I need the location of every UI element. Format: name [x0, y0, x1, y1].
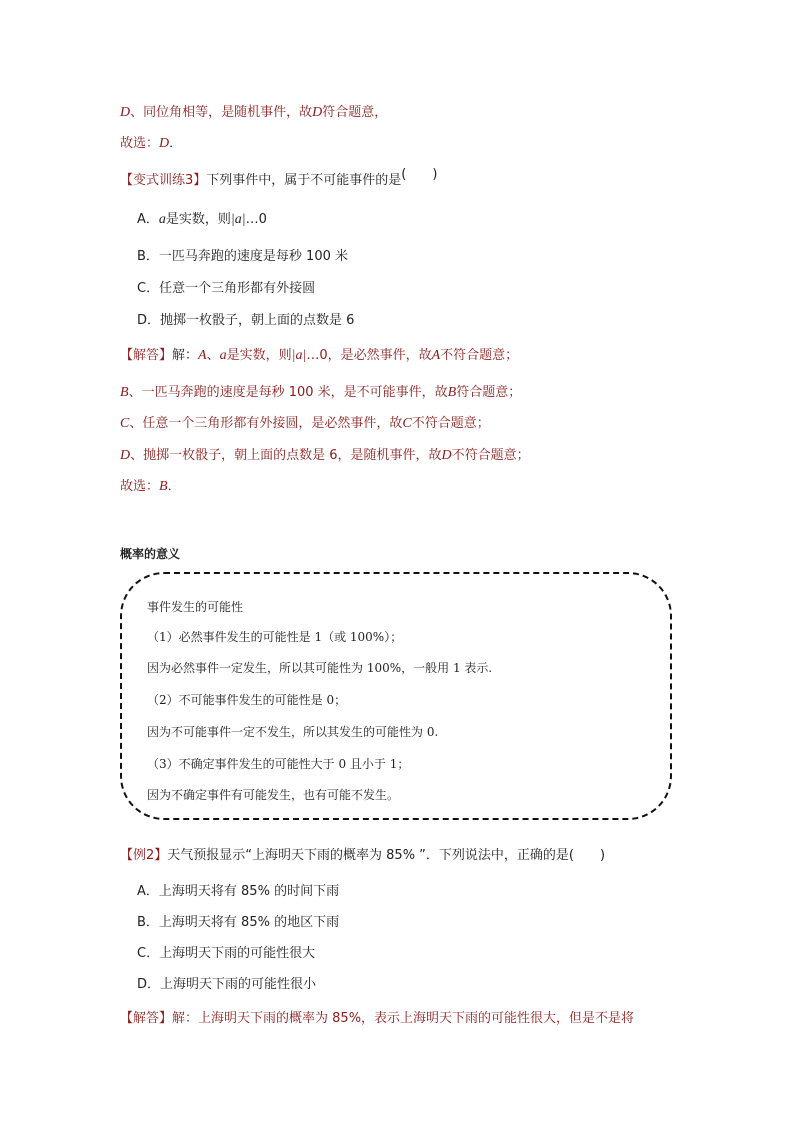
- answer-tag: 【解答】: [120, 1011, 173, 1026]
- answer-tag: 【解答】: [120, 348, 173, 363]
- box-line: （3）不确定事件发生的可能性大于 0 且小于 1；: [147, 757, 410, 771]
- option-b: [137, 248, 348, 266]
- option-letter: A: [431, 348, 441, 363]
- example-option-d: [137, 976, 316, 994]
- example-option-c: [137, 945, 315, 963]
- answer-line-d: [120, 104, 387, 122]
- option-letter: C: [120, 416, 130, 431]
- answer-line: [120, 384, 521, 402]
- knowledge-box: [120, 572, 672, 820]
- box-line: 因为必然事件一定发生，所以其可能性为 100%，一般用 1 表示.: [147, 661, 493, 675]
- option-d: [137, 312, 354, 330]
- math-abs: |a|: [230, 212, 246, 227]
- answer-text: 是实数，则: [226, 348, 292, 363]
- example-option-a: [137, 883, 339, 901]
- option-letter: B: [120, 385, 129, 400]
- option-text: 上海明天下雨的可能性很小: [160, 977, 317, 992]
- choose-line: [120, 135, 182, 153]
- option-letter: D: [441, 448, 452, 463]
- choose-end: ．: [169, 136, 183, 151]
- option-letter: A: [198, 348, 207, 363]
- box-line: 因为不确定事件有可能发生，也有可能不发生。: [147, 788, 400, 802]
- box-line: （2）不可能事件发生的可能性是 0；: [147, 693, 347, 707]
- answer-text: 、: [206, 348, 220, 363]
- option-label: B．: [137, 249, 159, 264]
- variant-tag: 【变式训练3】: [120, 173, 207, 188]
- option-text: …0: [245, 212, 267, 227]
- answer-bracket: ( ): [401, 167, 438, 182]
- choose-prefix: 故选：: [120, 479, 160, 494]
- answer-text: 不符合题意；: [411, 416, 490, 431]
- box-line: 因为不可能事件一定不发生，所以其发生的可能性为 0.: [147, 725, 439, 739]
- choose-line: [120, 478, 181, 496]
- option-label: A．: [137, 884, 159, 899]
- answer-text: 、任意一个三角形都有外接圆，是必然事件，故: [129, 416, 403, 431]
- option-text: 抛掷一枚骰子，朝上面的点数是 6: [160, 313, 355, 328]
- option-letter: D: [312, 105, 323, 120]
- variant-question: [120, 167, 438, 190]
- option-text: 上海明天将有 85% 的时间下雨: [158, 884, 340, 899]
- answer-text: 不符合题意；: [440, 348, 519, 363]
- option-letter: D: [120, 448, 131, 463]
- answer-text: …0，是必然事件，故: [306, 348, 432, 363]
- answer-text: 解：上海明天下雨的概率为 85%，表示上海明天下雨的可能性很大，但是不是将: [172, 1011, 635, 1026]
- answer-line: [120, 347, 518, 365]
- choose-end: ．: [167, 479, 181, 494]
- answer-line: [120, 447, 530, 465]
- choose-prefix: 故选：: [120, 136, 160, 151]
- option-text: 一匹马奔跑的速度是每秒 100 米: [158, 249, 348, 264]
- example-tag: 【例2】: [120, 848, 168, 863]
- option-label: B．: [137, 915, 159, 930]
- example-question: [120, 847, 605, 865]
- option-c: [137, 280, 315, 298]
- box-title: 事件发生的可能性: [147, 600, 244, 614]
- option-label: A．: [137, 212, 159, 227]
- question-text: 下列事件中，属于不可能事件的是: [206, 173, 402, 188]
- question-text: 天气预报显示“上海明天下雨的概率为 85% ”．下列说法中，正确的是( ): [167, 848, 606, 863]
- option-text: 任意一个三角形都有外接圆: [159, 281, 316, 296]
- example-answer-line: [120, 1010, 634, 1028]
- option-text: 上海明天将有 85% 的地区下雨: [158, 915, 340, 930]
- answer-line: [120, 415, 490, 433]
- math-abs: |a|: [291, 348, 307, 363]
- choose-letter: B: [159, 479, 168, 494]
- option-text: 是实数，则: [165, 212, 231, 227]
- answer-text: 符合题意，: [322, 105, 388, 120]
- choose-letter: D: [159, 136, 170, 151]
- math-var: a: [219, 348, 227, 363]
- option-letter: B: [447, 385, 457, 400]
- option-label: D．: [137, 313, 161, 328]
- answer-lead: 解：: [172, 348, 199, 363]
- option-label: C．: [137, 946, 160, 961]
- option-letter: D: [120, 105, 131, 120]
- box-line: （1）必然事件发生的可能性是 1（或 100%）；: [147, 630, 403, 644]
- option-text: 上海明天下雨的可能性很大: [159, 946, 316, 961]
- option-a: [137, 211, 267, 229]
- option-letter: C: [402, 416, 412, 431]
- section-heading: 概率的意义: [120, 547, 181, 561]
- math-var: a: [158, 212, 166, 227]
- option-label: D．: [137, 977, 161, 992]
- answer-text: 、一匹马奔跑的速度是每秒 100 米，是不可能事件，故: [128, 385, 448, 400]
- answer-text: 、抛掷一枚骰子，朝上面的点数是 6，是随机事件，故: [130, 448, 442, 463]
- answer-text: 、同位角相等，是随机事件，故: [130, 105, 313, 120]
- example-option-b: [137, 914, 339, 932]
- option-label: C．: [137, 281, 160, 296]
- answer-text: 不符合题意；: [451, 448, 530, 463]
- answer-text: 符合题意；: [456, 385, 522, 400]
